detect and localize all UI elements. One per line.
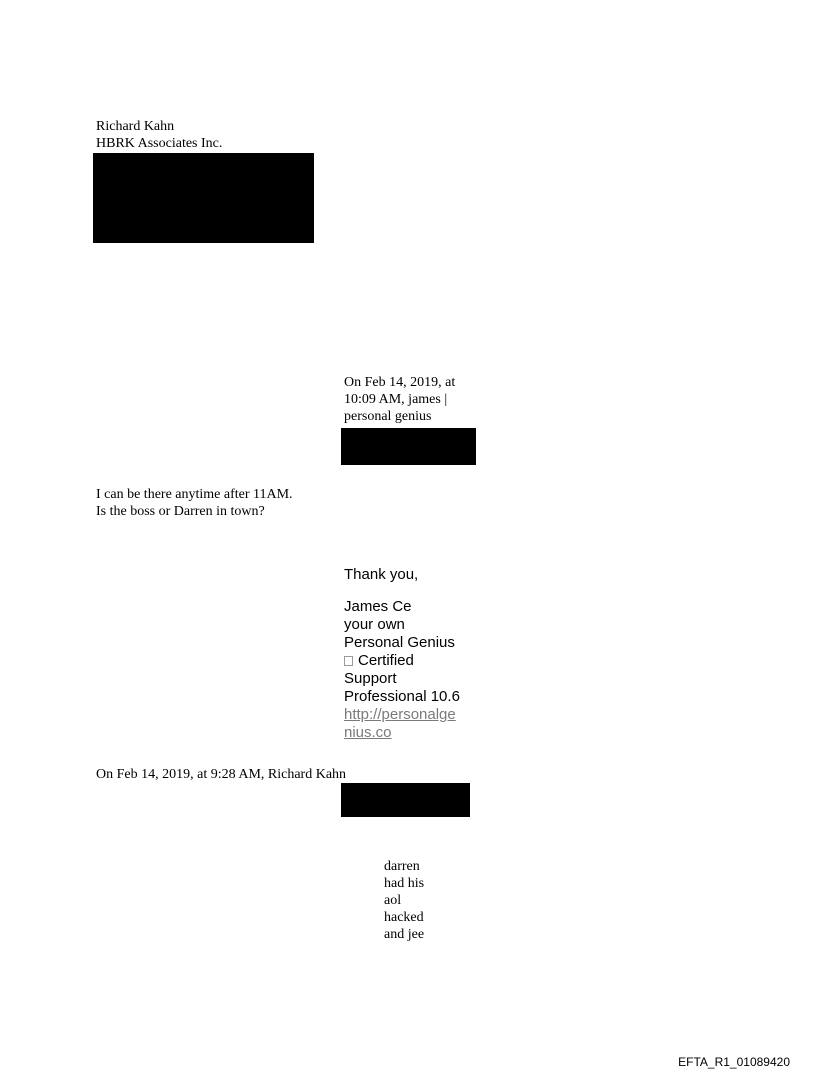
signature-line: Support — [344, 670, 397, 687]
message-line: had his — [384, 876, 425, 891]
redaction-block — [341, 783, 470, 817]
sender-name: Richard Kahn — [96, 119, 175, 134]
redaction-block — [341, 428, 476, 465]
quote-header-james — [344, 374, 455, 425]
signature-line: Personal Genius — [344, 634, 455, 651]
message-line: aol — [384, 893, 402, 908]
signature-line: James Ce — [344, 598, 412, 615]
quote-header-line: 10:09 AM, james | — [344, 392, 448, 407]
message-line: and jee — [384, 927, 425, 942]
quote-header-richard — [96, 766, 346, 783]
quoted-message-body — [384, 858, 424, 943]
message-line: darren — [384, 859, 420, 874]
message-body — [96, 486, 293, 520]
message-line: hacked — [384, 910, 424, 925]
message-line: Is the boss or Darren in town? — [96, 504, 265, 519]
website-link[interactable]: http://personalge — [344, 706, 456, 723]
signature-line: Professional 10.6 — [344, 688, 460, 705]
quote-header-line: personal genius — [344, 409, 432, 424]
bates-number: EFTA_R1_01089420 — [678, 1055, 790, 1069]
sender-signature — [96, 118, 222, 152]
closing-text: Thank you, — [344, 566, 419, 583]
message-line: I can be there anytime after 11AM. — [96, 487, 293, 502]
signature-line: your own — [344, 616, 405, 633]
quote-header-line: On Feb 14, 2019, at — [344, 375, 456, 390]
certified-text: Certified — [358, 652, 414, 669]
missing-glyph-icon — [344, 656, 353, 666]
website-link[interactable]: nius.co — [344, 724, 392, 741]
signature-line-certified — [344, 652, 460, 670]
sender-company: HBRK Associates Inc. — [96, 136, 223, 151]
james-signature — [344, 566, 460, 742]
quote-header-text: On Feb 14, 2019, at 9:28 AM, Richard Kahn — [96, 767, 347, 782]
redaction-block — [93, 153, 314, 243]
